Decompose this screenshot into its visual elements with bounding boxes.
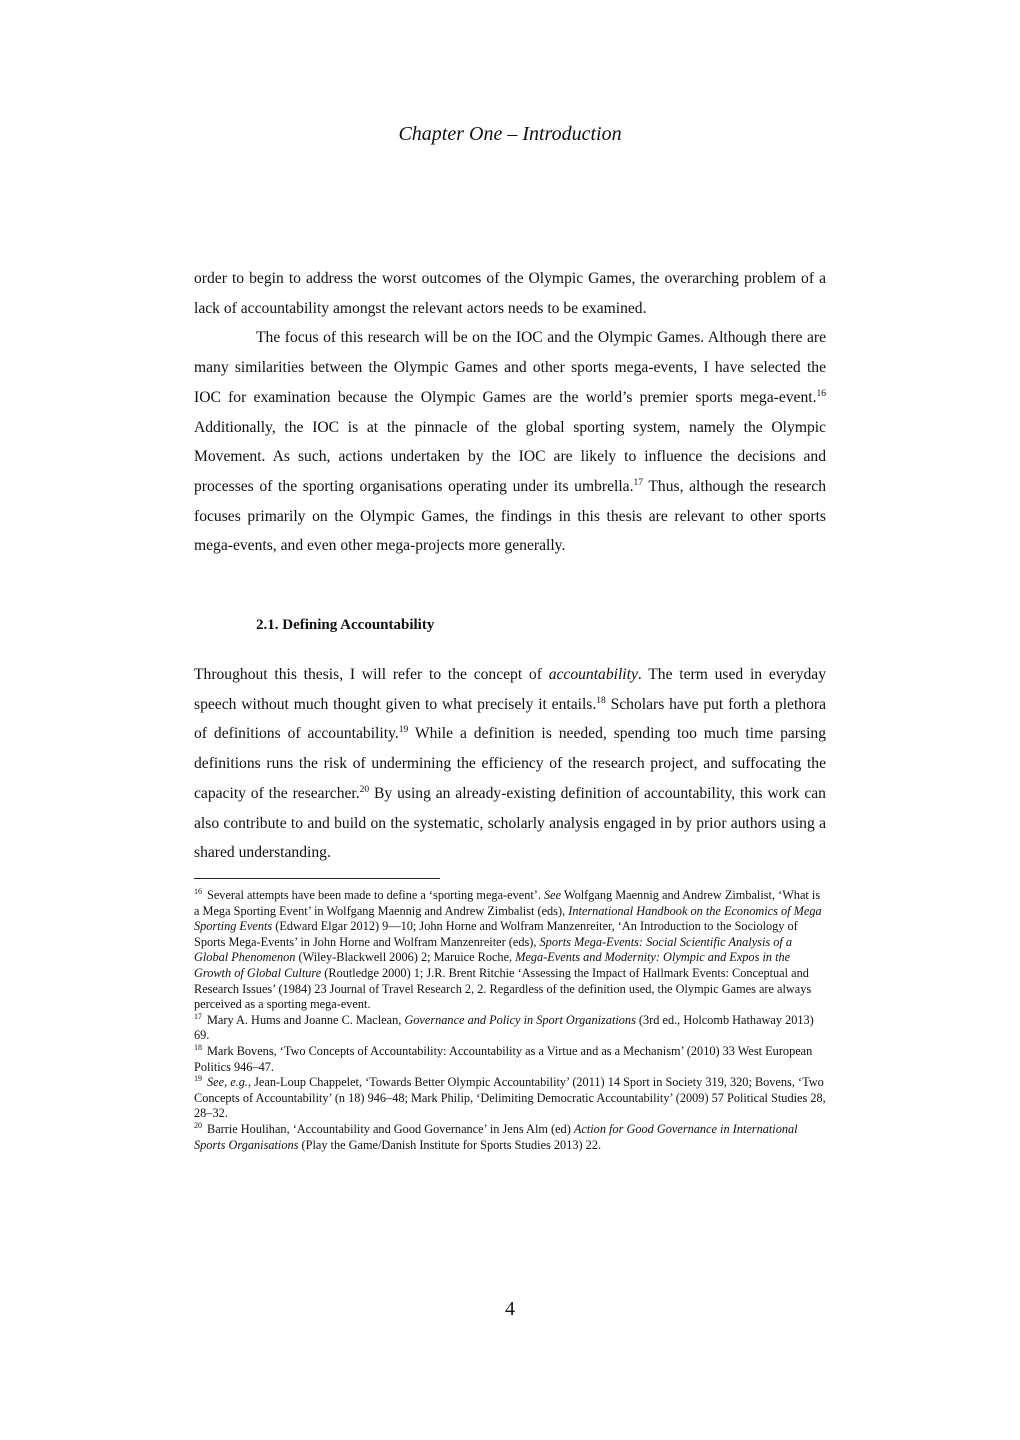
footnote-text: , Jean-Loup Chappelet, ‘Towards Better Olympic Accountability’ (2011) 14 Sport in Society 319, 320; Bovens, ‘Two Concepts of Accountability’ (n 18) 946–48; Mark Philip, ‘Delimiting Democratic Accountability’ (2009) 57 Political Studies 28, 28–32. (194, 1075, 826, 1121)
footnote-18 (194, 1044, 826, 1075)
running-head: Chapter One – Introduction (398, 123, 622, 145)
book-title: Sports Mega-Events: Social Scientific Analysis of a Global Phenomenon (194, 934, 793, 965)
body-text-block-2 (194, 660, 826, 868)
footnote-text: (Edward Elgar 2012) 9—10; John Horne and Wolfram Manzenreiter, ‘An Introduction to the Sociology of Sports Mega-Events’ in John Horne and Wolfram Manzenreiter (eds), (194, 919, 798, 949)
footnote-signal: See (544, 888, 562, 902)
footnote-ref-19[interactable]: 19 (398, 725, 409, 736)
footnote-signal: See, e.g. (207, 1075, 248, 1090)
paragraph-text: By using an already-existing definition of accountability, this work can also contribute to and build on the systematic, scholarly analysis engaged in by prior authors using a shared understanding. (194, 784, 826, 862)
footnote-ref-17[interactable]: 17 (633, 477, 643, 488)
page-number: 4 (505, 1298, 515, 1320)
paragraph-text: . The term used in everyday speech without much thought given to what precisely it entails. (194, 666, 826, 713)
footnote-number: 17 (194, 1011, 202, 1021)
emphasis-term: accountability (548, 666, 638, 683)
footnote-text: (3rd ed., Holcomb Hathaway 2013) 69. (194, 1012, 814, 1043)
footnote-ref-18[interactable]: 18 (596, 695, 606, 706)
footnote-17 (194, 1013, 826, 1044)
footnote-text: (Routledge 2000) 1; J.R. Brent Ritchie ‘Assessing the Impact of Hallmark Events: Conceptual and Research Issues’ (1984) 23 Journal of Travel Research 2, 2. Regardless of the definition used, the Olympic Games are always perceived as a sporting mega-event. (194, 965, 812, 1012)
footnote-ref-16[interactable]: 16 (816, 388, 826, 399)
paragraph-continuation: order to begin to address the worst outcomes of the Olympic Games, the overarching problem of a lack of accountability amongst the relevant actors needs to be examined. (194, 270, 826, 317)
footnote-text: (Wiley-Blackwell 2006) 2; Maruice Roche, (295, 950, 516, 965)
paragraph-text: While a definition is needed, spending too much time parsing definitions runs the risk of undermining the efficiency of the research project, and suffocating the capacity of the researcher. (194, 725, 826, 802)
footnote-number: 18 (194, 1042, 202, 1052)
book-title: International Handbook on the Economics of Mega Sporting Events (194, 903, 822, 934)
footnote-separator (194, 878, 440, 879)
paragraph-text: The focus of this research will be on the IOC and the Olympic Games. Although there are many similarities between the Olympic Games and other sports mega-events, I have selected the IOC for examination because the Olympic Games are the world’s premier sports mega-event. (194, 329, 826, 406)
footnote-number: 19 (194, 1074, 202, 1084)
footnote-ref-20[interactable]: 20 (359, 784, 370, 795)
footnote-text: Mark Bovens, ‘Two Concepts of Accountability: Accountability as a Virtue and as a Mechanism’ (2010) 33 West European Politics 946–47. (194, 1043, 813, 1074)
paragraph-text: Throughout this thesis, I will refer to the concept of (194, 666, 549, 683)
paragraph-text: Scholars have put forth a plethora of definitions of accountability. (194, 695, 827, 743)
footnote-20 (194, 1122, 826, 1153)
section-heading: 2.1. Defining Accountability (256, 617, 435, 633)
footnote-text: Barrie Houlihan, ‘Accountability and Good Governance’ in Jens Alm (ed) (207, 1121, 574, 1136)
book-title: Mega-Events and Modernity: Olympic and Expos in the Growth of Global Culture (194, 950, 791, 980)
footnote-16 (194, 888, 826, 1013)
paragraph-accountability (194, 660, 826, 868)
footnotes (194, 888, 826, 1153)
footnote-number: 16 (194, 886, 202, 896)
book-title: Governance and Policy in Sport Organizations (404, 1012, 636, 1027)
footnote-text: Wolfgang Maennig and Andrew Zimbalist, ‘What is a Mega Sporting Event’ in Wolfgang Maennig and Andrew Zimbalist (eds), (194, 888, 821, 918)
book-title: Action for Good Governance in International Sports Organisations (194, 1121, 798, 1152)
paragraph-text: Thus, although the research focuses primarily on the Olympic Games, the findings in this thesis are relevant to other sports mega-events, and even other mega-projects more generally. (194, 477, 826, 555)
footnote-text: Mary A. Hums and Joanne C. Maclean, (207, 1012, 405, 1027)
footnote-text: (Play the Game/Danish Institute for Sports Studies 2013) 22. (298, 1137, 602, 1152)
footnote-19 (194, 1075, 826, 1122)
paragraph-research-focus (194, 323, 826, 561)
footnote-text: Several attempts have been made to define a ‘sporting mega-event’. (207, 888, 545, 902)
body-text-block-1 (194, 264, 826, 561)
footnote-number: 20 (194, 1120, 202, 1130)
paragraph-text: Additionally, the IOC is at the pinnacle of the global sporting system, namely the Olympic Movement. As such, actions undertaken by the IOC are likely to influence the decisions and processes of the sporting organisations operating under its umbrella. (194, 418, 826, 495)
